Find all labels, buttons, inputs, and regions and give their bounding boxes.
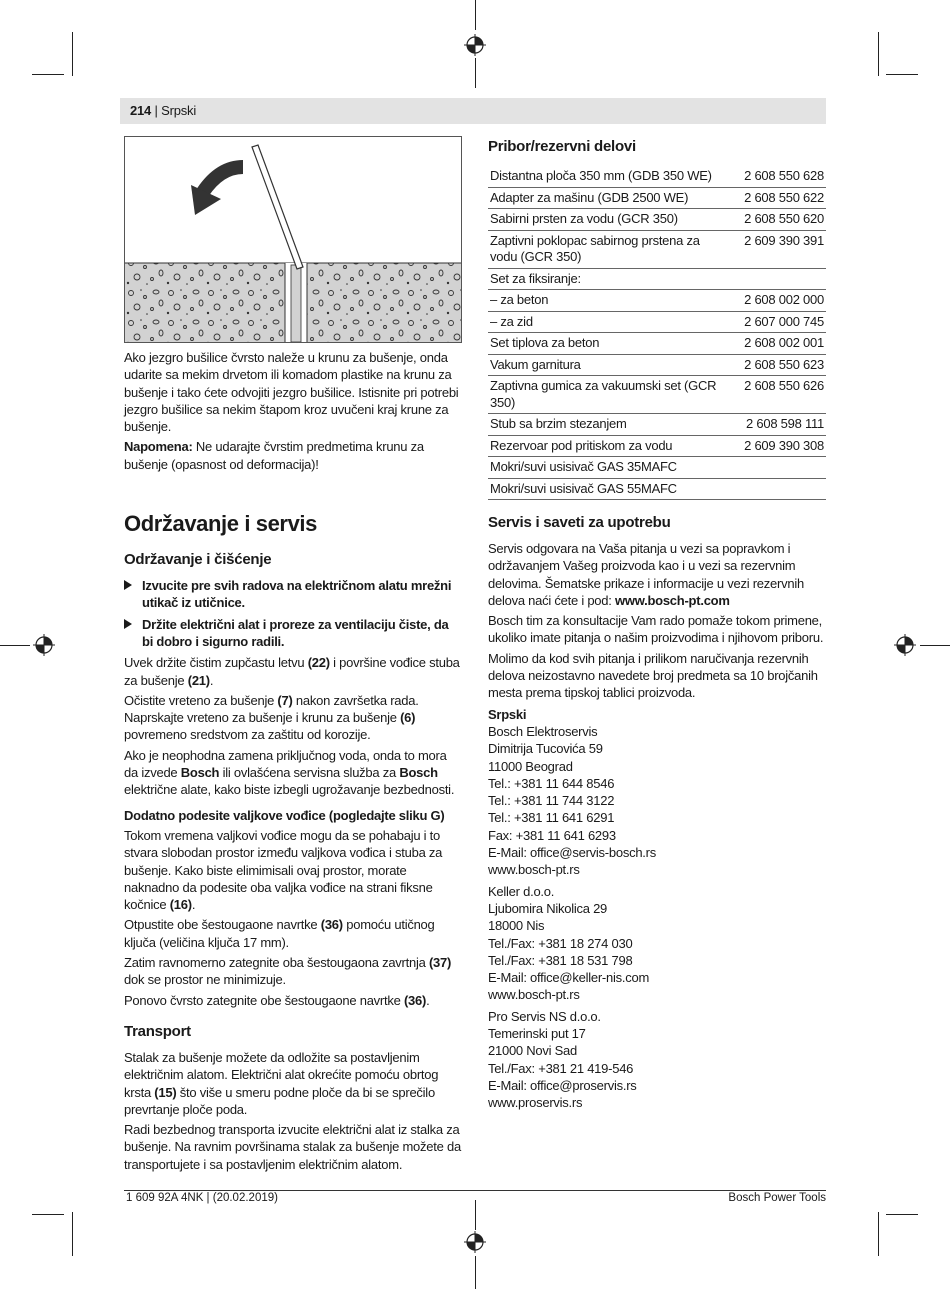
crop-mark	[475, 1256, 476, 1289]
parts-row	[488, 435, 826, 457]
crop-mark	[475, 0, 476, 30]
parts-row	[488, 478, 826, 500]
part-name: Sabirni prsten za vodu (GCR 350)	[488, 209, 722, 231]
part-number: 2 608 002 001	[722, 333, 826, 355]
paragraph: Uvek držite čistim zupčastu letvu (22) i površine vođice stuba za bušenje (21).	[124, 655, 460, 688]
footer-rule	[124, 1190, 826, 1191]
footer-doc-number: 1 609 92A 4NK | (20.02.2019)	[126, 1192, 278, 1204]
address-line: Dimitrija Tucovića 59	[488, 741, 603, 757]
note-paragraph: Napomena: Ne udarajte čvrstim predmetima krunu za bušenje (opasnost od deformacija)!	[124, 439, 424, 472]
address-line: Keller d.o.o.	[488, 883, 555, 899]
part-name: Vakum garnitura	[488, 354, 722, 376]
crop-mark	[886, 74, 918, 75]
parts-row	[488, 414, 826, 436]
parts-row	[488, 457, 826, 479]
part-number: 2 608 550 622	[722, 187, 826, 209]
paragraph: Servis odgovara na Vaša pitanja u vezi sa popravkom i održavanjem Vašeg proizvoda kao i u vezi sa rezervnim delovima. Šematske prikaze i informacije u vezi rezervnih delova naći ćete i pod: www.bosch-pt.com	[488, 541, 804, 608]
crop-mark	[878, 32, 879, 76]
address-line: Tel.: +381 11 744 3122	[488, 793, 615, 809]
address-line: Tel.: +381 11 644 8546	[488, 775, 615, 791]
paragraph: Zatim ravnomerno zategnite oba šestougaona zavrtnja (37) dok se prostor ne minimizuje.	[124, 955, 452, 988]
parts-row	[488, 311, 826, 333]
paragraph: Stalak za bušenje možete da odložite sa postavljenim električnim alatom. Električni alat okrećite pomoću obrtog krsta (15) što više u smeru podne ploče da bi se sprečilo prevrtanje ploče poda.	[124, 1049, 439, 1117]
drill-core-figure	[125, 137, 461, 342]
address-line: Tel.: +381 11 641 6291	[488, 810, 615, 826]
part-number: 2 608 550 628	[722, 166, 826, 187]
paragraph: Otpustite obe šestougaone navrtke (36) pomoću utičnog ključa (veličina ključa 17 mm).	[124, 917, 435, 950]
part-number: 2 608 550 620	[722, 209, 826, 231]
paragraph: Ponovo čvrsto zategnite obe šestougaone navrtke (36).	[124, 992, 430, 1008]
parts-row	[488, 268, 826, 290]
registration-mark-icon	[33, 634, 55, 656]
crop-mark	[878, 1212, 879, 1256]
bullet-arrow-icon	[124, 619, 132, 629]
note-label: Napomena:	[124, 439, 193, 455]
part-name: Mokri/suvi usisivač GAS 55MAFC	[488, 478, 722, 500]
crop-mark	[32, 74, 64, 75]
part-name: – za zid	[488, 311, 722, 333]
crop-mark	[32, 1214, 64, 1215]
part-number: 2 608 550 626	[722, 376, 826, 414]
paragraph: Očistite vreteno za bušenje (7) nakon završetka rada. Naprskajte vreteno za bušenje i krunu za bušenje (6) povremeno sredstvom za zaštitu od korozije.	[124, 692, 419, 743]
parts-row	[488, 209, 826, 231]
maintenance-title: Održavanje i servis	[124, 511, 317, 537]
address-line: 18000 Nis	[488, 918, 545, 934]
address-line[interactable]: E-Mail: office@proservis.rs	[488, 1077, 637, 1093]
service-addresses	[488, 723, 826, 1112]
service-title: Servis i saveti za upotrebu	[488, 514, 671, 531]
address-line: Pro Servis NS d.o.o.	[488, 1008, 601, 1024]
parts-row	[488, 333, 826, 355]
footer-brand: Bosch Power Tools	[728, 1192, 826, 1204]
address-line: Tel./Fax: +381 18 274 030	[488, 935, 633, 951]
part-number: 2 608 598 111	[722, 414, 826, 436]
parts-row	[488, 187, 826, 209]
part-number: 2 607 000 745	[722, 311, 826, 333]
paragraph: Bosch tim za konsultacije Vam rado pomaže tokom primene, ukoliko imate pitanja o našim proizvodima i njihovom priboru.	[488, 613, 824, 646]
crop-mark	[72, 1212, 73, 1256]
address-line[interactable]: www.proservis.rs	[488, 1095, 583, 1111]
bullet-arrow-icon	[124, 580, 132, 590]
registration-mark-icon	[464, 1231, 486, 1253]
part-number: 2 609 390 308	[722, 435, 826, 457]
part-name: Zaptivna gumica za vakuumski set (GCR 350)	[488, 376, 722, 414]
address-line: Tel./Fax: +381 21 419-546	[488, 1060, 634, 1076]
paragraph: Radi bezbednog transporta izvucite električni alat iz stalka za bušenje. Na ravnim površinama stalak za bušenje možete da transportujete i sa postavljenim električnim alatom.	[124, 1122, 461, 1172]
address-line: 21000 Novi Sad	[488, 1043, 578, 1059]
parts-table	[488, 166, 826, 500]
address-line: Bosch Elektroservis	[488, 723, 598, 739]
address-block	[488, 883, 826, 1004]
paragraph: Ako je neophodna zamena priključnog voda, onda to mora da izvede Bosch ili ovlašćena servisna služba za Bosch električne alate, kako biste izbegli ugrožavanje bezbednosti.	[124, 747, 455, 798]
address-block	[488, 1008, 826, 1112]
part-name: – za beton	[488, 290, 722, 312]
part-name: Set za fiksiranje:	[488, 268, 722, 290]
address-line: Temerinski put 17	[488, 1026, 586, 1042]
rollers-title: Dodatno podesite valjkove vođice (pogledajte sliku G)	[124, 807, 445, 823]
address-line: Fax: +381 11 641 6293	[488, 827, 616, 843]
address-line: Ljubomira Nikolica 29	[488, 900, 608, 916]
address-line: 11000 Beograd	[488, 758, 573, 774]
part-name: Adapter za mašinu (GDB 2500 WE)	[488, 187, 722, 209]
bullet-item: Izvucite pre svih radova na električnom alatu mrežni utikač iz utičnice.	[124, 577, 462, 612]
part-name: Set tiplova za beton	[488, 333, 722, 355]
paragraph: Molimo da kod svih pitanja i prilikom naručivanja rezervnih delova neizostavno navedete broj predmeta sa 10 brojčanih mesta prema tipskoj tablici proizvoda.	[488, 650, 818, 701]
address-line[interactable]: E-Mail: office@keller-nis.com	[488, 970, 650, 986]
page-header	[120, 98, 826, 124]
bullet-item: Držite električni alat i proreze za ventilaciju čiste, da bi dobro i sigurno radili.	[124, 616, 462, 651]
crop-mark	[0, 645, 30, 646]
header-language: Srpski	[161, 103, 197, 118]
accessories-title: Pribor/rezervni delovi	[488, 138, 636, 155]
core-removal-paragraph: Ako jezgro bušilice čvrsto naleže u krunu za bušenje, onda udarite sa mekim drvetom ili komadom plastike na krunu za bušenje i tako ćete odvojiti jezgro bušilice. Istisnite pri potrebi jezgro bušilice sa nekim štapom kroz uvučeni kraj krune za bušenje.	[124, 350, 459, 435]
header-text: 214 | Srpski	[130, 103, 197, 118]
crop-mark	[475, 1200, 476, 1230]
transport-title: Transport	[124, 1022, 191, 1040]
parts-row	[488, 230, 826, 268]
cleaning-title: Održavanje i čišćenje	[124, 551, 272, 569]
parts-row	[488, 376, 826, 414]
part-number: 2 608 550 623	[722, 354, 826, 376]
address-line[interactable]: www.bosch-pt.rs	[488, 987, 580, 1003]
crop-mark	[475, 58, 476, 88]
part-name: Stub sa brzim stezanjem	[488, 414, 722, 436]
drill-core-illustration	[124, 136, 462, 343]
crop-mark	[920, 645, 950, 646]
part-name: Rezervoar pod pritiskom za vodu	[488, 435, 722, 457]
crop-mark	[72, 32, 73, 76]
country-title: Srpski	[488, 706, 527, 722]
parts-row	[488, 354, 826, 376]
part-number	[722, 457, 826, 479]
address-block	[488, 723, 826, 879]
paragraph: Tokom vremena valjkovi vođice mogu da se pohabaju i to stvara slobodan prostor između valjkova vođica i stuba za bušenje. Kako biste elimimisali ovaj prostor, morate naknadno da podesite oba valjka vođice na strani fiksne kočnice (16).	[124, 827, 443, 913]
parts-row	[488, 290, 826, 312]
left-column	[124, 136, 462, 1176]
registration-mark-icon	[894, 634, 916, 656]
part-name: Zaptivni poklopac sabirnog prstena za vodu (GCR 350)	[488, 230, 722, 268]
address-line: Tel./Fax: +381 18 531 798	[488, 952, 633, 968]
website-link[interactable]: www.bosch-pt.com	[614, 592, 730, 608]
crop-mark	[886, 1214, 918, 1215]
part-number: 2 609 390 391	[722, 230, 826, 268]
part-name: Distantna ploča 350 mm (GDB 350 WE)	[488, 166, 722, 187]
part-number	[722, 478, 826, 500]
part-number: 2 608 002 000	[722, 290, 826, 312]
registration-mark-icon	[464, 34, 486, 56]
page-number: 214	[130, 103, 152, 118]
address-line[interactable]: E-Mail: office@servis-bosch.rs	[488, 845, 656, 861]
address-line[interactable]: www.bosch-pt.rs	[488, 862, 580, 878]
right-column	[488, 136, 826, 1116]
part-number	[722, 268, 826, 290]
parts-row	[488, 166, 826, 187]
part-name: Mokri/suvi usisivač GAS 35MAFC	[488, 457, 722, 479]
